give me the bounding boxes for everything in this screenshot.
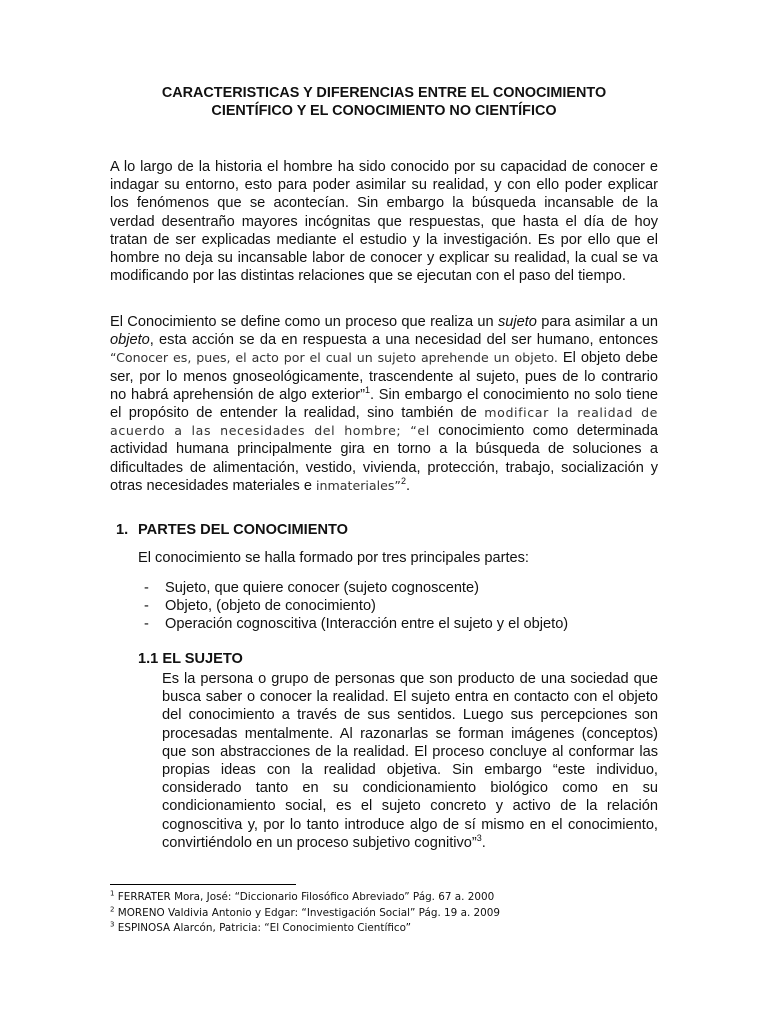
list-item-text: Sujeto, que quiere conocer (sujeto cognoscente) bbox=[165, 580, 479, 596]
footnote bbox=[110, 921, 500, 937]
footnote bbox=[110, 890, 500, 906]
p2-text-d: El objeto debe ser, por lo menos gnoseológicamente, trascendente al sujeto, pues de lo contrario no habrá aprehensión de algo exterior” bbox=[110, 350, 658, 403]
section-1-number: 1. bbox=[116, 522, 129, 538]
p2-text-b: para asimilar a un bbox=[536, 314, 658, 330]
section-1-intro: El conocimiento se halla formado por tres principales partes: bbox=[138, 550, 529, 566]
paragraph-sujeto bbox=[162, 670, 658, 852]
footnote-text: ESPINOSA Alarcón, Patricia: “El Conocimiento Científico” bbox=[117, 922, 411, 934]
list-dash: - bbox=[144, 616, 149, 632]
p2-sujeto: sujeto bbox=[497, 314, 537, 330]
paragraph-definition bbox=[110, 313, 658, 495]
document-title bbox=[110, 84, 658, 120]
footnote bbox=[110, 906, 500, 922]
p2-text-f: conocimiento como determinada actividad humana principalmente gira en torno a la búsqueda de soluciones a dificultades de alimentación, vestido, vivienda, protección, trabajo, socialización y otras necesidades materiales e bbox=[110, 423, 658, 494]
footnote-ref-3[interactable]: 3 bbox=[476, 832, 482, 843]
list-item-text: Operación cognoscitiva (Interacción entre el sujeto y el objeto) bbox=[165, 616, 569, 632]
p2-text-c: , esta acción se da en respuesta a una necesidad del ser humano, entonces bbox=[149, 332, 658, 349]
list-item bbox=[144, 615, 568, 633]
list-dash: - bbox=[144, 598, 149, 614]
p2-quote-3: inmateriales” bbox=[316, 477, 401, 493]
list-item-text: Objeto, (objeto de conocimiento) bbox=[165, 598, 376, 614]
footnote-text: FERRATER Mora, José: “Diccionario Filosófico Abreviado” Pág. 67 a. 2000 bbox=[117, 891, 495, 903]
footnote-number: 1 bbox=[110, 889, 115, 898]
p2-text-a: El Conocimiento se define como un proceso que realiza un bbox=[110, 314, 498, 330]
p2-quote-2: modificar la realidad de acuerdo a las necesidades del hombre; “el bbox=[110, 405, 659, 439]
footnote-ref-1[interactable]: 1 bbox=[364, 384, 370, 395]
footnote-ref-2[interactable]: 2 bbox=[400, 475, 406, 486]
footnote-number: 2 bbox=[110, 905, 115, 914]
title-line-2: CIENTÍFICO Y EL CONOCIMIENTO NO CIENTÍFICO bbox=[211, 103, 557, 119]
list-item bbox=[144, 579, 568, 597]
footnote-separator bbox=[110, 884, 296, 885]
list-item bbox=[144, 597, 568, 615]
p2-quote-1: “Conocer es, pues, el acto por el cual un sujeto aprehende un objeto. bbox=[110, 350, 558, 366]
footnote-text: MORENO Valdivia Antonio y Edgar: “Investigación Social” Pág. 19 a. 2009 bbox=[117, 906, 500, 919]
p3-text: Es la persona o grupo de personas que son producto de una sociedad que busca saber o conocer la realidad. El sujeto entra en contacto con el objeto del conocimiento a través de sus sentidos. Luego sus percepciones son procesadas mentalmente. Al razonarlas se forman imágenes (conceptos) que son abstracciones de la realidad. El proceso concluye al conformar las propias ideas con la realidad objetiva. Sin embargo “este individuo, considerado tanto en su condicionamiento biológico como en su condicionamiento social, es el sujeto concreto y activo de la relación cognoscitiva y, por lo tanto introduce algo de sí mismo en el conocimiento, convirtiéndolo en un proceso subjetivo cognitivo” bbox=[162, 671, 658, 851]
p3-end: . bbox=[481, 834, 486, 851]
footnotes bbox=[110, 890, 500, 937]
p2-text-g: . bbox=[405, 477, 411, 494]
section-1-title: PARTES DEL CONOCIMIENTO bbox=[138, 522, 349, 538]
title-line-1: CARACTERISTICAS Y DIFERENCIAS ENTRE EL CONOCIMIENTO bbox=[161, 85, 607, 101]
list-dash: - bbox=[144, 580, 149, 596]
section-1-1-heading: 1.1 EL SUJETO bbox=[138, 651, 243, 667]
footnote-number: 3 bbox=[110, 920, 115, 929]
p2-text-e: . Sin embargo el conocimiento no solo tiene el propósito de entender la realidad, sino también de bbox=[110, 386, 658, 422]
paragraph-intro: A lo largo de la historia el hombre ha sido conocido por su capacidad de conocer e indagar su entorno, esto para poder asimilar su realidad, y con ello poder explicar los fenómenos que se acontecían. Sin embargo la búsqueda incansable de la verdad desentraño mayores incógnitas que respuestas, que hasta el día de hoy tratan de ser explicadas mediante el estudio y la investigación. Es por ello que el hombre no deja su incansable labor de conocer y explicar su realidad, la cual se va modificando por las distintas relaciones que se ejecutan con el paso del tiempo. bbox=[110, 159, 658, 285]
p2-objeto: objeto bbox=[110, 332, 150, 349]
section-1-heading bbox=[116, 522, 348, 538]
parts-list bbox=[144, 579, 568, 633]
